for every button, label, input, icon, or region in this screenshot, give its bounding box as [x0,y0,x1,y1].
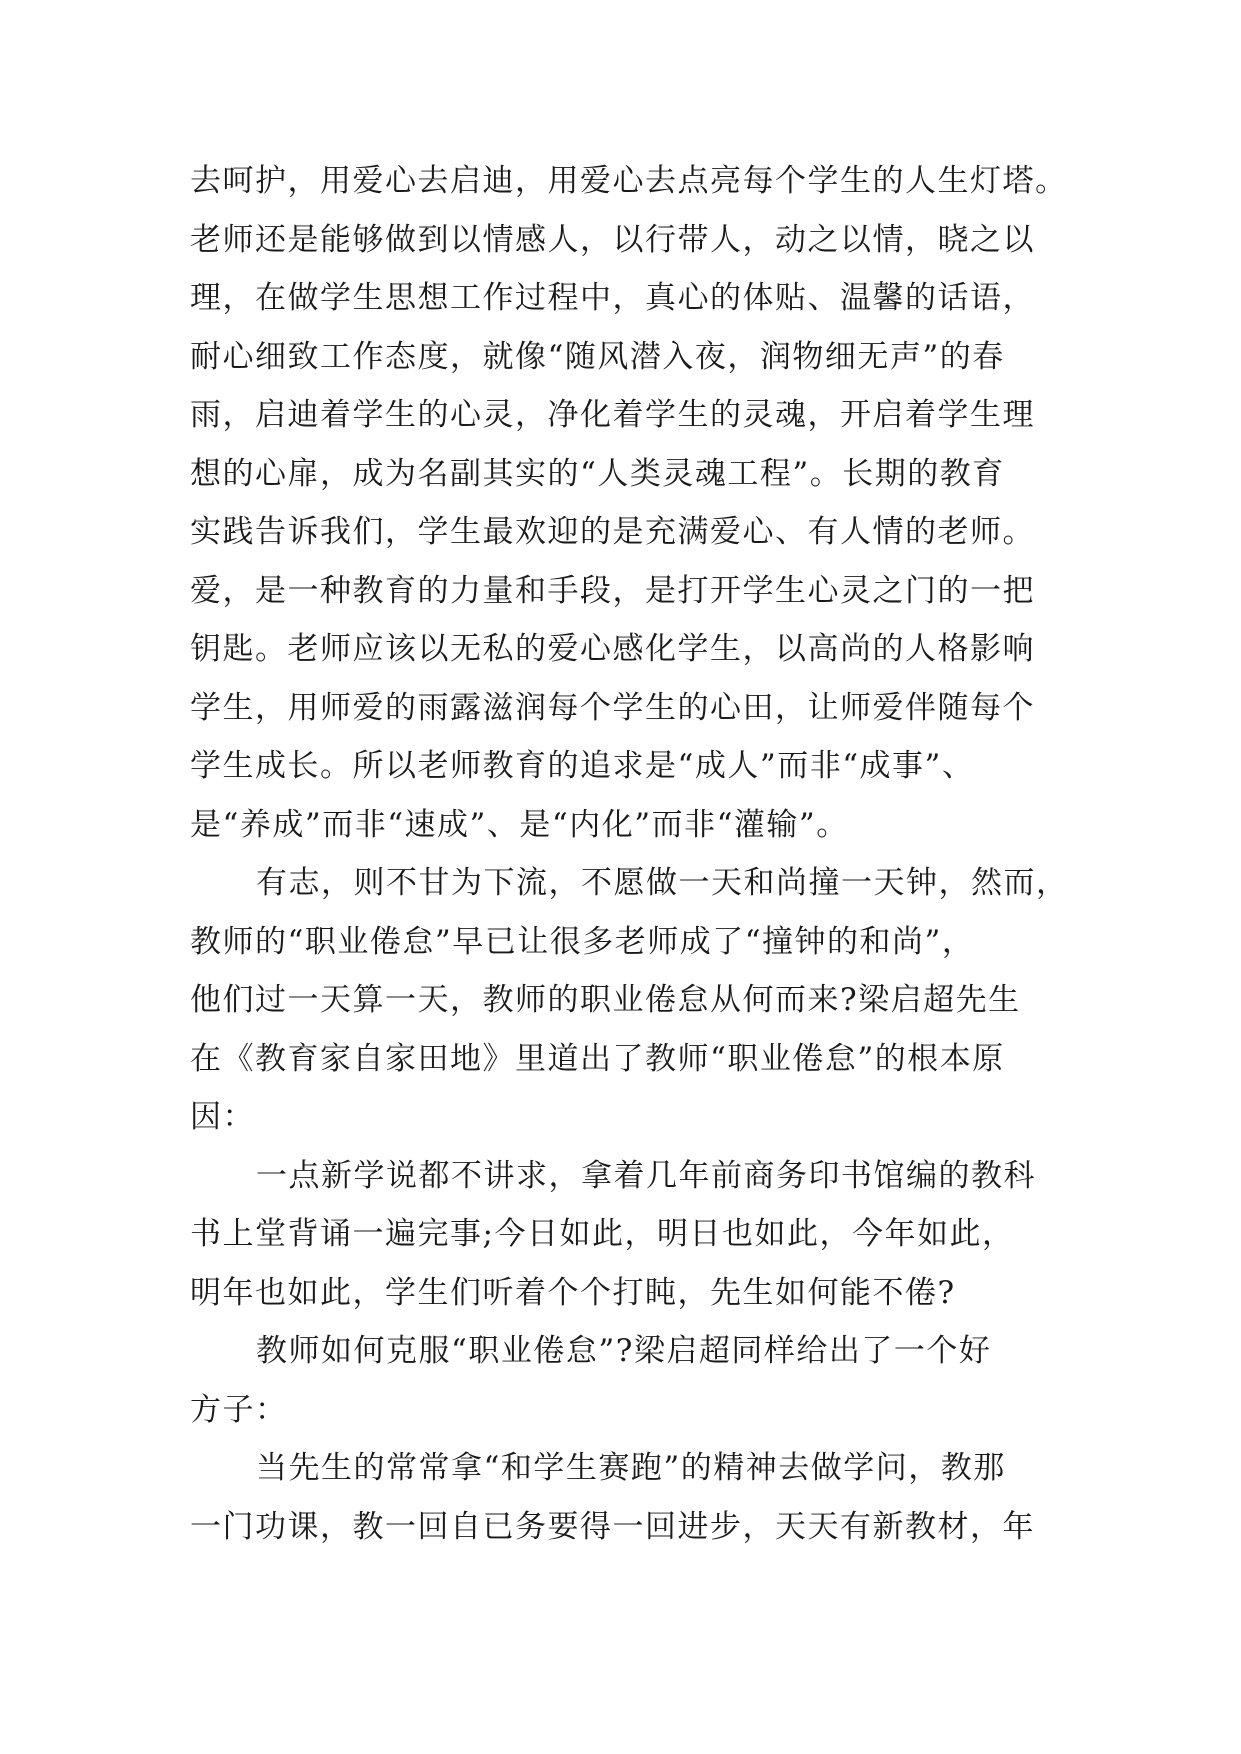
text-line: 他们过一天算一天，教师的职业倦怠从何而来?梁启超先生 [190,982,1021,1018]
text-line: 因： [190,1099,255,1135]
text-line: 是“养成”而非“速成”、是“内化”而非“灌输”。 [190,806,849,843]
text-line: 实践告诉我们，学生最欢迎的是充满爱心、有人情的老师。 [190,514,1035,550]
paragraph-first-line: 教师如何克服“职业倦怠”?梁启超同样给出了一个好 [256,1333,992,1369]
text-line: 在《教育家自家田地》里道出了教师“职业倦怠”的根本原 [190,1040,1005,1077]
text-line: 老师还是能够做到以情感人，以行带人，动之以情，晓之以 [190,221,1035,258]
text-line: 教师的“职业倦怠”早已让很多老师成了“撞钟的和尚”， [190,923,975,960]
text-line: 钥匙。老师应该以无私的爱心感化学生，以高尚的人格影响 [190,631,1035,667]
text-line: 明年也如此，学生们听着个个打盹，先生如何能不倦? [190,1274,956,1311]
text-line: 雨，启迪着学生的心灵，净化着学生的灵魂，开启着学生理 [190,397,1035,433]
text-line: 书上堂背诵一遍完事;今日如此，明日也如此，今年如此， [190,1216,1015,1252]
text-line: 学生，用师爱的雨露滋润每个学生的心田，让师爱伴随每个 [190,689,1035,726]
text-line: 方子： [190,1391,288,1428]
paragraph-first-line: 当先生的常常拿“和学生赛跑”的精神去做学问，教那 [256,1450,1006,1486]
text-line: 耐心细致工作态度，就像“随风潜入夜，润物细无声”的春 [190,338,1005,375]
text-line: 去呵护，用爱心去启迪，用爱心去点亮每个学生的人生灯塔。 [190,163,1068,199]
text-line: 学生成长。所以老师教育的追求是“成人”而非“成事”、 [190,748,975,784]
paragraph-first-line: 有志，则不甘为下流，不愿做一天和尚撞一天钟，然而， [256,865,1069,901]
text-line: 理，在做学生思想工作过程中，真心的体贴、温馨的话语， [190,280,1035,316]
paragraph-first-line: 一点新学说都不讲求，拿着几年前商务印书馆编的教科 [256,1157,1036,1194]
text-line: 爱，是一种教育的力量和手段，是打开学生心灵之门的一把 [190,572,1035,609]
text-line: 想的心扉，成为名副其实的“人类灵魂工程”。长期的教育 [190,455,1005,492]
document-body [190,152,1070,1556]
text-line: 一门功课，教一回自已务要得一回进步，天天有新教材，年 [190,1508,1035,1545]
